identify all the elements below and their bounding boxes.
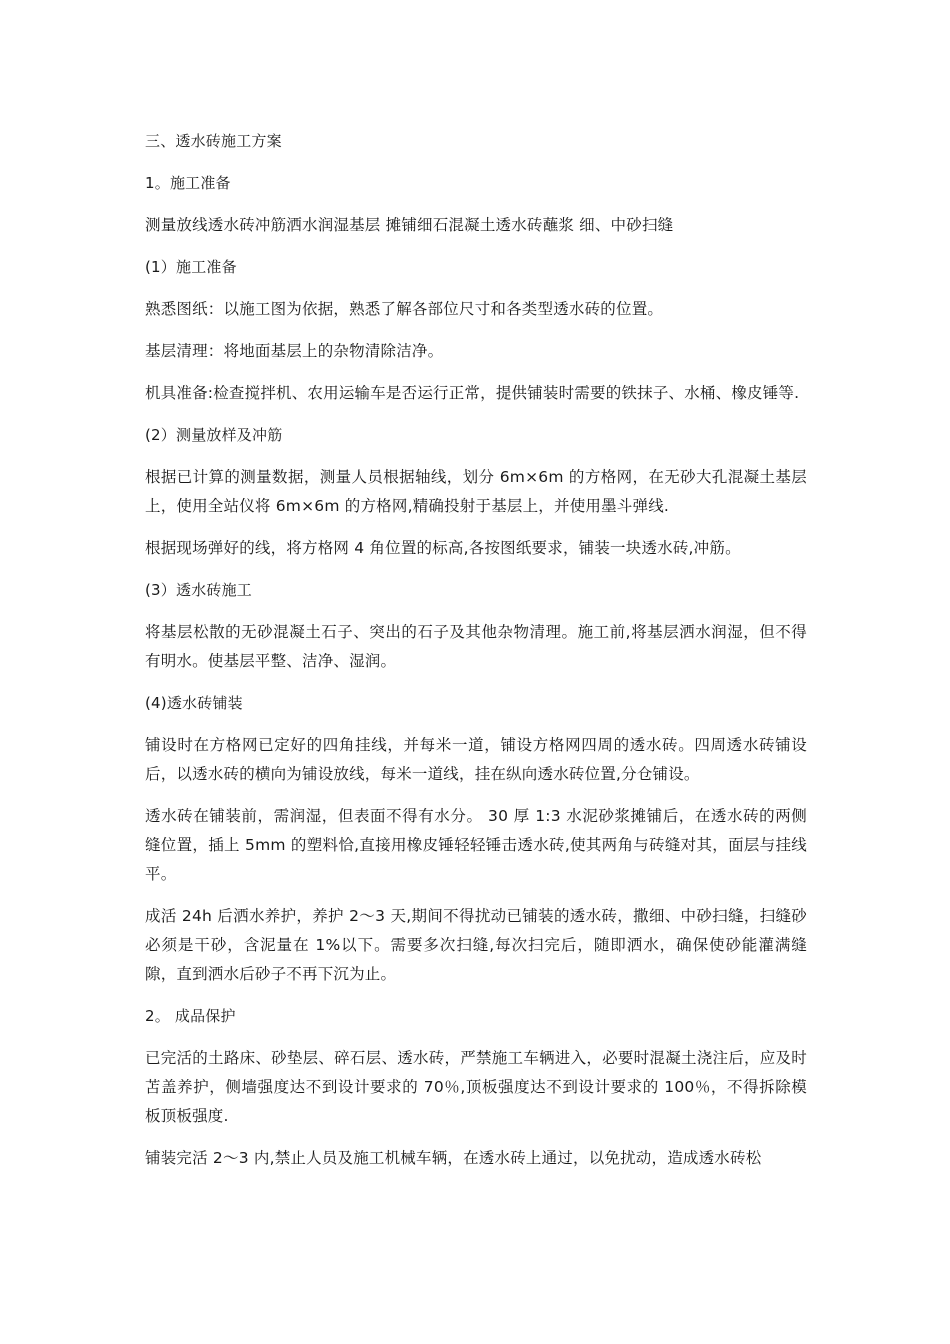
section-heading: 2。 成品保护 bbox=[145, 1007, 236, 1025]
paragraph: 将基层松散的无砂混凝土石子、突出的石子及其他杂物清理。施工前,将基层洒水润湿，但不得有明水。使基层平整、洁净、湿润。 bbox=[145, 623, 807, 670]
paragraph: 根据现场弹好的线，将方格网 4 角位置的标高,各按图纸要求，铺装一块透水砖,冲筋。 bbox=[145, 539, 741, 557]
section-title: 三、透水砖施工方案 bbox=[145, 132, 282, 150]
paragraph: 透水砖在铺装前，需润湿，但表面不得有水分。 30 厚 1:3 水泥砂浆摊铺后，在透水砖的两侧缝位置，插上 5mm 的塑料恰,直接用橡皮锤轻轻锤击透水砖,使其两角与砖缝对其，面层与挂线平。 bbox=[145, 807, 807, 883]
paragraph: 基层清理：将地面基层上的杂物清除洁净。 bbox=[145, 342, 444, 360]
subsection-heading: (1）施工准备 bbox=[145, 258, 237, 276]
paragraph: 成活 24h 后洒水养护，养护 2～3 天,期间不得扰动已铺装的透水砖，撒细、中砂扫缝，扫缝砂必须是干砂，含泥量在 1%以下。需要多次扫缝,每次扫完后，随即洒水，确保使砂能灌满缝隙，直到洒水后砂子不再下沉为止。 bbox=[145, 907, 807, 983]
paragraph: 熟悉图纸：以施工图为依据，熟悉了解各部位尺寸和各类型透水砖的位置。 bbox=[145, 300, 664, 318]
subsection-heading: 1。施工准备 bbox=[145, 174, 231, 192]
subsection-heading: (2）测量放样及冲筋 bbox=[145, 426, 283, 444]
paragraph: 铺装完活 2～3 内,禁止人员及施工机械车辆，在透水砖上通过，以免扰动，造成透水砖松 bbox=[145, 1149, 762, 1167]
subsection-heading: (3）透水砖施工 bbox=[145, 581, 252, 599]
paragraph: 已完活的土路床、砂垫层、碎石层、透水砖，严禁施工车辆进入，必要时混凝土浇注后，应及时苫盖养护，侧墙强度达不到设计要求的 70％,顶板强度达不到设计要求的 100％，不得拆除模板顶板强度. bbox=[145, 1049, 807, 1125]
paragraph: 根据已计算的测量数据，测量人员根据轴线，划分 6m×6m 的方格网，在无砂大孔混凝土基层上，使用全站仪将 6m×6m 的方格网,精确投射于基层上，并使用墨斗弹线. bbox=[145, 468, 807, 515]
paragraph: 铺设时在方格网已定好的四角挂线，并每米一道，铺设方格网四周的透水砖。四周透水砖铺设后，以透水砖的横向为铺设放线，每米一道线，挂在纵向透水砖位置,分仓铺设。 bbox=[145, 736, 807, 783]
process-flow-line: 测量放线透水砖冲筋洒水润湿基层 摊铺细石混凝土透水砖蘸浆 细、中砂扫缝 bbox=[145, 216, 674, 234]
subsection-heading: (4)透水砖铺装 bbox=[145, 694, 243, 712]
paragraph: 机具准备:检查搅拌机、农用运输车是否运行正常，提供铺装时需要的铁抹子、水桶、橡皮锤等. bbox=[145, 384, 800, 402]
document-body bbox=[145, 127, 807, 1173]
